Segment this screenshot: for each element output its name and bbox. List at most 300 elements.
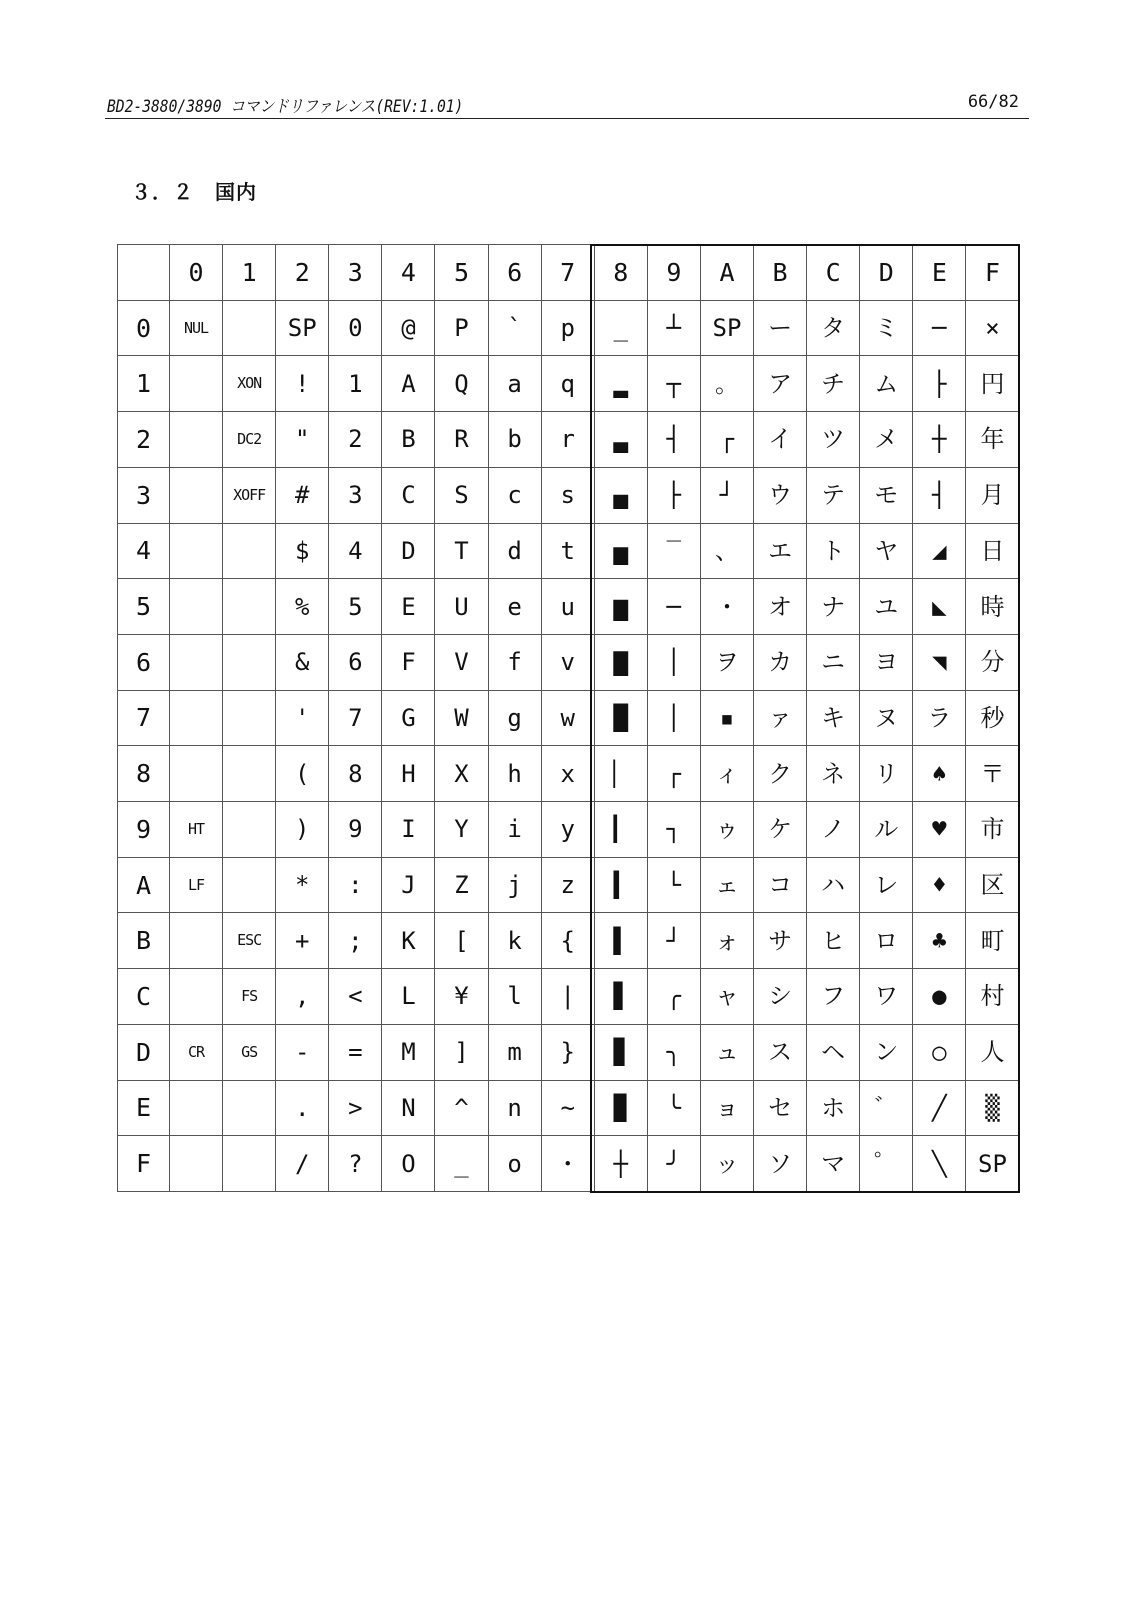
row-header-9: 9 (118, 802, 170, 858)
code-cell: y (541, 802, 594, 858)
column-header-7: 7 (541, 245, 594, 301)
code-cell: L (382, 969, 435, 1025)
code-cell: 円 (966, 356, 1019, 412)
code-cell: T (435, 523, 488, 579)
table-row (118, 634, 1020, 690)
code-cell: ◢ (913, 523, 966, 579)
code-cell: ネ (807, 746, 860, 802)
column-header-0: 0 (170, 245, 223, 301)
table-row (118, 913, 1020, 969)
column-header-6: 6 (488, 245, 541, 301)
code-cell: 月 (966, 467, 1019, 523)
code-cell: B (382, 412, 435, 468)
code-cell: ヘ (807, 1024, 860, 1080)
code-cell: 3 (329, 467, 382, 523)
code-cell: ┴ (647, 300, 700, 356)
code-cell: ム (860, 356, 913, 412)
code-cell: ┘ (647, 913, 700, 969)
row-header-c: C (118, 969, 170, 1025)
code-cell (170, 356, 223, 412)
code-cell: Y (435, 802, 488, 858)
column-header-4: 4 (382, 245, 435, 301)
code-cell: ョ (700, 1080, 753, 1136)
code-cell: k (488, 913, 541, 969)
code-cell (170, 634, 223, 690)
code-cell: ╯ (647, 1136, 700, 1192)
code-cell: ▉ (594, 1080, 647, 1136)
code-cell: ─ (647, 579, 700, 635)
code-cell: l (488, 969, 541, 1025)
code-cell: ┬ (647, 356, 700, 412)
code-cell: # (276, 467, 329, 523)
code-cell: 人 (966, 1024, 1019, 1080)
code-cell: ロ (860, 913, 913, 969)
code-cell (223, 802, 276, 858)
code-cell: E (382, 579, 435, 635)
code-cell: ・ (700, 579, 753, 635)
code-cell: X (435, 746, 488, 802)
code-cell: サ (754, 913, 807, 969)
code-cell: n (488, 1080, 541, 1136)
code-cell: q (541, 356, 594, 412)
table-row (118, 579, 1020, 635)
code-cell: ヤ (860, 523, 913, 579)
code-cell: 市 (966, 802, 1019, 858)
code-cell: [ (435, 913, 488, 969)
code-cell: ラ (913, 690, 966, 746)
code-cell: ◥ (913, 634, 966, 690)
code-cell: ィ (700, 746, 753, 802)
code-cell: ♣ (913, 913, 966, 969)
code-cell: ┤ (647, 412, 700, 468)
row-header-d: D (118, 1024, 170, 1080)
code-cell: コ (754, 857, 807, 913)
code-cell: ; (329, 913, 382, 969)
code-cell (170, 1136, 223, 1192)
code-cell: テ (807, 467, 860, 523)
column-header-d: D (860, 245, 913, 301)
code-cell: d (488, 523, 541, 579)
code-cell: 9 (329, 802, 382, 858)
code-cell: $ (276, 523, 329, 579)
code-cell: ▌ (594, 913, 647, 969)
code-cell: モ (860, 467, 913, 523)
code-cell: ャ (700, 969, 753, 1025)
row-header-1: 1 (118, 356, 170, 412)
code-cell: H (382, 746, 435, 802)
code-cell: ナ (807, 579, 860, 635)
document-title: BD2-3880/3890 コマンドリファレンス(REV:1.01) (107, 97, 464, 117)
code-cell: ュ (700, 1024, 753, 1080)
table-row (118, 467, 1020, 523)
column-header-row (118, 245, 1020, 301)
code-cell: p (541, 300, 594, 356)
code-cell: ○ (913, 1024, 966, 1080)
table-row (118, 1080, 1020, 1136)
code-cell: ├ (913, 356, 966, 412)
code-cell: 0 (329, 300, 382, 356)
code-cell: │ (647, 690, 700, 746)
code-cell: ヨ (860, 634, 913, 690)
row-header-0: 0 (118, 300, 170, 356)
code-cell (223, 746, 276, 802)
code-cell: & (276, 634, 329, 690)
code-cell: ゛ (860, 1080, 913, 1136)
code-cell: C (382, 467, 435, 523)
table-row (118, 969, 1020, 1025)
code-cell: ─ (913, 300, 966, 356)
character-code-table (117, 244, 1020, 1192)
code-cell: ッ (700, 1136, 753, 1192)
column-header-9: 9 (647, 245, 700, 301)
column-header-b: B (754, 245, 807, 301)
code-cell: V (435, 634, 488, 690)
code-cell: 村 (966, 969, 1019, 1025)
code-cell: . (276, 1080, 329, 1136)
code-cell: CR (170, 1024, 223, 1080)
code-cell: 。 (700, 356, 753, 412)
code-cell: S (435, 467, 488, 523)
row-header-7: 7 (118, 690, 170, 746)
code-cell: XON (223, 356, 276, 412)
code-cell (170, 579, 223, 635)
code-cell (223, 1136, 276, 1192)
column-header-8: 8 (594, 245, 647, 301)
code-cell: SP (700, 300, 753, 356)
code-cell: ・ (541, 1136, 594, 1192)
code-cell: リ (860, 746, 913, 802)
code-cell: レ (860, 857, 913, 913)
code-cell: _ (594, 300, 647, 356)
code-cell: x (541, 746, 594, 802)
code-cell: | (541, 969, 594, 1025)
code-cell: FS (223, 969, 276, 1025)
code-cell: 分 (966, 634, 1019, 690)
code-cell: 、 (700, 523, 753, 579)
code-cell: ス (754, 1024, 807, 1080)
code-cell: + (276, 913, 329, 969)
corner-cell (118, 245, 170, 301)
code-cell: W (435, 690, 488, 746)
code-cell: z (541, 857, 594, 913)
code-cell: g (488, 690, 541, 746)
code-cell (170, 412, 223, 468)
code-cell: ┌ (647, 746, 700, 802)
code-cell: A (382, 356, 435, 412)
code-cell: 〒 (966, 746, 1019, 802)
code-cell: ▋ (594, 969, 647, 1025)
code-cell: エ (754, 523, 807, 579)
code-cell: O (382, 1136, 435, 1192)
code-cell: ] (435, 1024, 488, 1080)
column-header-1: 1 (223, 245, 276, 301)
code-cell: ク (754, 746, 807, 802)
code-cell: c (488, 467, 541, 523)
code-cell: ╮ (647, 1024, 700, 1080)
code-cell: ▊ (594, 1024, 647, 1080)
code-cell (170, 969, 223, 1025)
code-cell: ▪ (700, 690, 753, 746)
code-cell: マ (807, 1136, 860, 1192)
row-header-e: E (118, 1080, 170, 1136)
code-cell: , (276, 969, 329, 1025)
table-row (118, 523, 1020, 579)
code-cell: D (382, 523, 435, 579)
code-cell: SP (276, 300, 329, 356)
column-header-a: A (700, 245, 753, 301)
code-cell: ` (488, 300, 541, 356)
code-cell: ▒ (966, 1080, 1019, 1136)
code-cell: ウ (754, 467, 807, 523)
code-cell: m (488, 1024, 541, 1080)
code-cell: ╱ (913, 1080, 966, 1136)
code-cell: SP (966, 1136, 1019, 1192)
code-cell: メ (860, 412, 913, 468)
code-cell (223, 857, 276, 913)
code-cell: > (329, 1080, 382, 1136)
code-cell: ン (860, 1024, 913, 1080)
code-cell: ! (276, 356, 329, 412)
code-cell: < (329, 969, 382, 1025)
code-cell: ▍ (594, 857, 647, 913)
code-cell: ▆ (594, 579, 647, 635)
code-cell: I (382, 802, 435, 858)
code-cell: t (541, 523, 594, 579)
table-row (118, 690, 1020, 746)
code-cell: ヒ (807, 913, 860, 969)
code-cell: J (382, 857, 435, 913)
code-cell: ヌ (860, 690, 913, 746)
code-cell: : (329, 857, 382, 913)
code-cell: 時 (966, 579, 1019, 635)
row-header-2: 2 (118, 412, 170, 468)
row-header-5: 5 (118, 579, 170, 635)
column-header-f: F (966, 245, 1019, 301)
code-cell: ┌ (700, 412, 753, 468)
code-cell: ~ (541, 1080, 594, 1136)
code-cell: ノ (807, 802, 860, 858)
column-header-e: E (913, 245, 966, 301)
code-cell: ) (276, 802, 329, 858)
page-number: 66/82 (967, 92, 1019, 112)
code-cell (170, 913, 223, 969)
code-cell: 区 (966, 857, 1019, 913)
table-row (118, 300, 1020, 356)
code-cell: h (488, 746, 541, 802)
code-cell: ー (754, 300, 807, 356)
code-cell: オ (754, 579, 807, 635)
row-header-6: 6 (118, 634, 170, 690)
code-cell: ♥ (913, 802, 966, 858)
code-cell: フ (807, 969, 860, 1025)
code-cell: K (382, 913, 435, 969)
code-cell: ▄ (594, 467, 647, 523)
code-cell: ワ (860, 969, 913, 1025)
row-header-4: 4 (118, 523, 170, 579)
code-cell: - (276, 1024, 329, 1080)
code-cell: s (541, 467, 594, 523)
code-cell: ╰ (647, 1080, 700, 1136)
code-cell (170, 1080, 223, 1136)
code-cell: ‾ (647, 523, 700, 579)
code-cell: NUL (170, 300, 223, 356)
code-cell: w (541, 690, 594, 746)
code-cell: ▏ (594, 746, 647, 802)
column-header-3: 3 (329, 245, 382, 301)
code-cell: 町 (966, 913, 1019, 969)
code-cell: F (382, 634, 435, 690)
code-cell: 8 (329, 746, 382, 802)
code-cell: ▃ (594, 412, 647, 468)
table-row (118, 412, 1020, 468)
table-row (118, 1024, 1020, 1080)
code-cell: ┼ (913, 412, 966, 468)
code-cell: ル (860, 802, 913, 858)
code-cell: i (488, 802, 541, 858)
code-cell: ヲ (700, 634, 753, 690)
code-cell: ソ (754, 1136, 807, 1192)
code-cell: ┐ (647, 802, 700, 858)
code-cell: カ (754, 634, 807, 690)
code-cell: ¥ (435, 969, 488, 1025)
code-cell: ▇ (594, 634, 647, 690)
code-cell: ツ (807, 412, 860, 468)
code-cell: ESC (223, 913, 276, 969)
code-cell: LF (170, 857, 223, 913)
code-cell: × (966, 300, 1019, 356)
code-cell: セ (754, 1080, 807, 1136)
code-cell: ゜ (860, 1136, 913, 1192)
code-cell: GS (223, 1024, 276, 1080)
code-cell (170, 523, 223, 579)
column-header-2: 2 (276, 245, 329, 301)
code-cell: ア (754, 356, 807, 412)
code-cell: e (488, 579, 541, 635)
code-cell: Q (435, 356, 488, 412)
code-cell: ◣ (913, 579, 966, 635)
code-cell: キ (807, 690, 860, 746)
code-cell: / (276, 1136, 329, 1192)
code-cell: ゥ (700, 802, 753, 858)
code-cell: 7 (329, 690, 382, 746)
code-cell: ユ (860, 579, 913, 635)
code-cell: ホ (807, 1080, 860, 1136)
code-cell: U (435, 579, 488, 635)
code-cell: { (541, 913, 594, 969)
code-cell (223, 1080, 276, 1136)
row-header-f: F (118, 1136, 170, 1192)
code-cell: ェ (700, 857, 753, 913)
code-cell: ♠ (913, 746, 966, 802)
code-cell: 日 (966, 523, 1019, 579)
table-row (118, 356, 1020, 412)
code-cell: ニ (807, 634, 860, 690)
code-cell: N (382, 1080, 435, 1136)
code-cell: a (488, 356, 541, 412)
code-cell: r (541, 412, 594, 468)
code-cell (223, 579, 276, 635)
code-cell: ^ (435, 1080, 488, 1136)
code-cell (223, 634, 276, 690)
code-cell: } (541, 1024, 594, 1080)
column-header-c: C (807, 245, 860, 301)
code-cell: M (382, 1024, 435, 1080)
code-cell: 年 (966, 412, 1019, 468)
code-cell: G (382, 690, 435, 746)
code-cell (170, 746, 223, 802)
code-cell: ァ (754, 690, 807, 746)
code-cell: ォ (700, 913, 753, 969)
code-cell: R (435, 412, 488, 468)
code-cell (170, 467, 223, 523)
code-cell: 4 (329, 523, 382, 579)
code-cell: 2 (329, 412, 382, 468)
column-header-5: 5 (435, 245, 488, 301)
code-cell: f (488, 634, 541, 690)
code-cell: チ (807, 356, 860, 412)
code-cell: % (276, 579, 329, 635)
row-header-b: B (118, 913, 170, 969)
section-heading: ３．２ 国内 (131, 180, 257, 204)
code-cell: * (276, 857, 329, 913)
code-cell: 5 (329, 579, 382, 635)
code-cell: ╭ (647, 969, 700, 1025)
code-cell: DC2 (223, 412, 276, 468)
code-cell: イ (754, 412, 807, 468)
code-cell: Z (435, 857, 488, 913)
code-cell: ト (807, 523, 860, 579)
code-cell: = (329, 1024, 382, 1080)
code-cell (223, 523, 276, 579)
code-cell: ケ (754, 802, 807, 858)
code-cell: ▅ (594, 523, 647, 579)
code-cell: ┘ (700, 467, 753, 523)
code-cell: ♦ (913, 857, 966, 913)
code-cell: P (435, 300, 488, 356)
code-cell: XOFF (223, 467, 276, 523)
code-cell: ╲ (913, 1136, 966, 1192)
page-header (105, 88, 1029, 119)
table-row (118, 746, 1020, 802)
code-cell: タ (807, 300, 860, 356)
code-cell: ▎ (594, 802, 647, 858)
code-cell: │ (647, 634, 700, 690)
code-cell: █ (594, 690, 647, 746)
code-cell: └ (647, 857, 700, 913)
code-cell: ? (329, 1136, 382, 1192)
code-cell: ミ (860, 300, 913, 356)
code-cell: v (541, 634, 594, 690)
row-header-3: 3 (118, 467, 170, 523)
table-row (118, 857, 1020, 913)
character-code-table-wrapper (117, 244, 1019, 1192)
row-header-8: 8 (118, 746, 170, 802)
code-cell: ┼ (594, 1136, 647, 1192)
code-cell: b (488, 412, 541, 468)
code-cell: @ (382, 300, 435, 356)
code-cell: ├ (647, 467, 700, 523)
code-cell: ハ (807, 857, 860, 913)
code-cell (223, 690, 276, 746)
code-cell: 6 (329, 634, 382, 690)
code-cell: o (488, 1136, 541, 1192)
code-cell: " (276, 412, 329, 468)
code-cell: j (488, 857, 541, 913)
code-cell: ● (913, 969, 966, 1025)
code-cell (170, 690, 223, 746)
code-cell: ▂ (594, 356, 647, 412)
code-cell: HT (170, 802, 223, 858)
